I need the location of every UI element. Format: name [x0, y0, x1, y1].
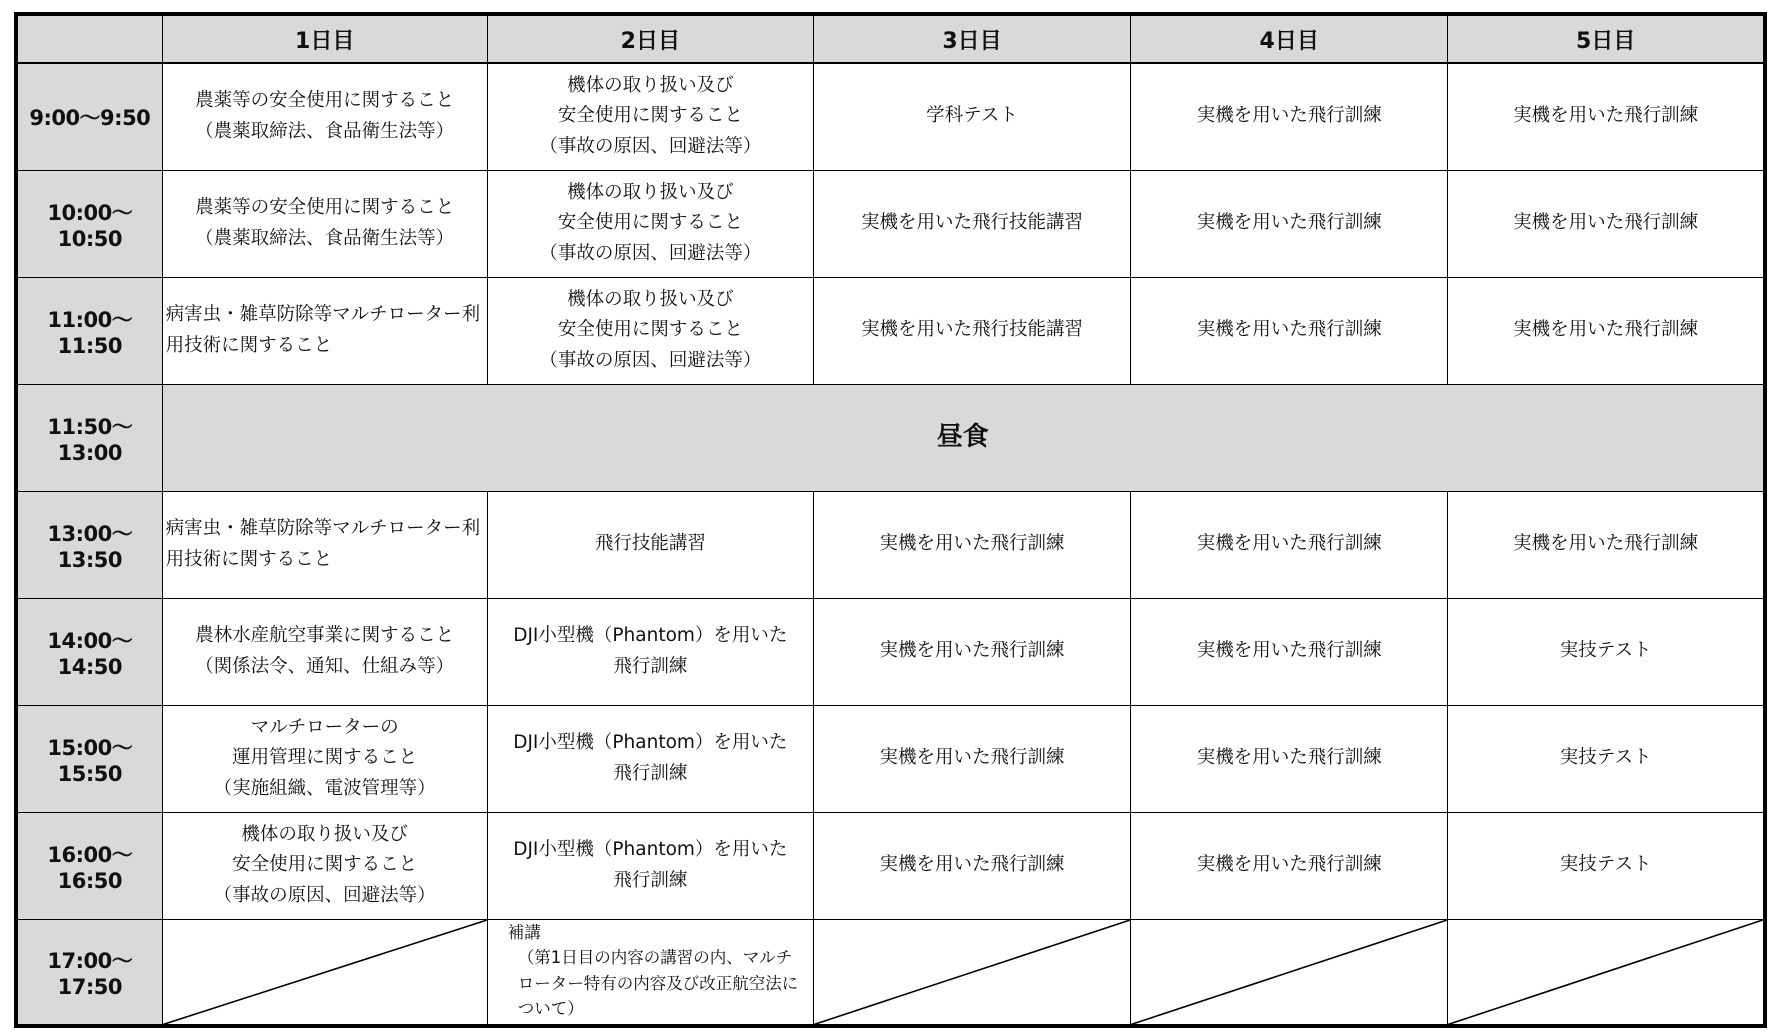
session-cell: 実技テスト [1448, 705, 1765, 812]
empty-cell [813, 919, 1130, 1026]
day-header-4: 4日目 [1131, 14, 1448, 63]
time-cell: 13:00～13:50 [16, 491, 162, 598]
session-cell: 実機を用いた飛行訓練 [813, 812, 1130, 919]
session-cell: 農薬等の安全使用に関すること （農薬取締法、食品衛生法等） [162, 63, 487, 170]
time-cell: 9:00～9:50 [16, 63, 162, 170]
session-cell: 実機を用いた飛行訓練 [1448, 170, 1765, 277]
session-cell: 農薬等の安全使用に関すること （農薬取締法、食品衛生法等） [162, 170, 487, 277]
session-cell: 実機を用いた飛行訓練 [1131, 277, 1448, 384]
schedule-row [16, 491, 1765, 598]
session-cell: 実機を用いた飛行訓練 [1131, 598, 1448, 705]
empty-cell [162, 919, 487, 1026]
session-cell: 実機を用いた飛行訓練 [813, 491, 1130, 598]
corner-cell [16, 14, 162, 63]
empty-cell [1448, 919, 1765, 1026]
diagonal-slash [814, 920, 1130, 1025]
session-cell: 機体の取り扱い及び 安全使用に関すること （事故の原因、回避法等） [487, 277, 813, 384]
schedule-row [16, 812, 1765, 919]
session-cell: 実機を用いた飛行技能講習 [813, 277, 1130, 384]
session-cell: 実機を用いた飛行訓練 [1448, 491, 1765, 598]
time-cell: 15:00～15:50 [16, 705, 162, 812]
session-cell: 実機を用いた飛行訓練 [1131, 63, 1448, 170]
schedule-row [16, 919, 1765, 1026]
session-cell: 実機を用いた飛行訓練 [1131, 491, 1448, 598]
session-cell: 実機を用いた飛行訓練 [813, 705, 1130, 812]
time-cell: 10:00～10:50 [16, 170, 162, 277]
session-cell: 実機を用いた飛行訓練 [1131, 705, 1448, 812]
session-cell: 実機を用いた飛行訓練 [1448, 63, 1765, 170]
lunch-cell: 昼食 [162, 384, 1765, 491]
day-header-2: 2日目 [487, 14, 813, 63]
schedule-row [16, 277, 1765, 384]
session-cell: 実機を用いた飛行訓練 [1131, 812, 1448, 919]
supplementary-lecture-cell [487, 919, 813, 1026]
session-cell: マルチローターの 運用管理に関すること （実施組織、電波管理等） [162, 705, 487, 812]
session-cell: 実技テスト [1448, 598, 1765, 705]
session-cell: 飛行技能講習 [487, 491, 813, 598]
diagonal-slash [1448, 920, 1763, 1025]
time-cell: 17:00～17:50 [16, 919, 162, 1026]
session-cell: 機体の取り扱い及び 安全使用に関すること （事故の原因、回避法等） [162, 812, 487, 919]
session-cell: 機体の取り扱い及び 安全使用に関すること （事故の原因、回避法等） [487, 63, 813, 170]
empty-cell [1131, 919, 1448, 1026]
time-cell: 11:00～11:50 [16, 277, 162, 384]
session-cell: 実機を用いた飛行訓練 [813, 598, 1130, 705]
diagonal-slash [1131, 920, 1447, 1025]
schedule-table [14, 12, 1767, 1028]
supplementary-title: 補講 [507, 922, 541, 942]
schedule-row [16, 705, 1765, 812]
schedule-row [16, 598, 1765, 705]
diagonal-slash [163, 920, 487, 1025]
session-cell: 農林水産航空事業に関すること （関係法令、通知、仕組み等） [162, 598, 487, 705]
time-cell: 11:50～13:00 [16, 384, 162, 491]
supplementary-body: （第1日目の内容の講習の内、マルチ ローター特有の内容及び改正航空法に ついて） [517, 948, 799, 1019]
session-cell: 実機を用いた飛行訓練 [1131, 170, 1448, 277]
session-cell: 実機を用いた飛行訓練 [1448, 277, 1765, 384]
day-header-3: 3日目 [813, 14, 1130, 63]
time-cell: 14:00～14:50 [16, 598, 162, 705]
session-cell: 病害虫・雑草防除等マルチローター利 用技術に関すること [162, 491, 487, 598]
session-cell: 学科テスト [813, 63, 1130, 170]
day-header-1: 1日目 [162, 14, 487, 63]
session-cell: DJI小型機（Phantom）を用いた 飛行訓練 [487, 705, 813, 812]
day-header-5: 5日目 [1448, 14, 1765, 63]
session-cell: 実技テスト [1448, 812, 1765, 919]
session-cell: DJI小型機（Phantom）を用いた 飛行訓練 [487, 812, 813, 919]
session-cell: DJI小型機（Phantom）を用いた 飛行訓練 [487, 598, 813, 705]
time-cell: 16:00～16:50 [16, 812, 162, 919]
session-cell: 機体の取り扱い及び 安全使用に関すること （事故の原因、回避法等） [487, 170, 813, 277]
schedule-row [16, 63, 1765, 170]
schedule-row [16, 170, 1765, 277]
session-cell: 実機を用いた飛行技能講習 [813, 170, 1130, 277]
lunch-row [16, 384, 1765, 491]
header-row [16, 14, 1765, 63]
session-cell: 病害虫・雑草防除等マルチローター利 用技術に関すること [162, 277, 487, 384]
